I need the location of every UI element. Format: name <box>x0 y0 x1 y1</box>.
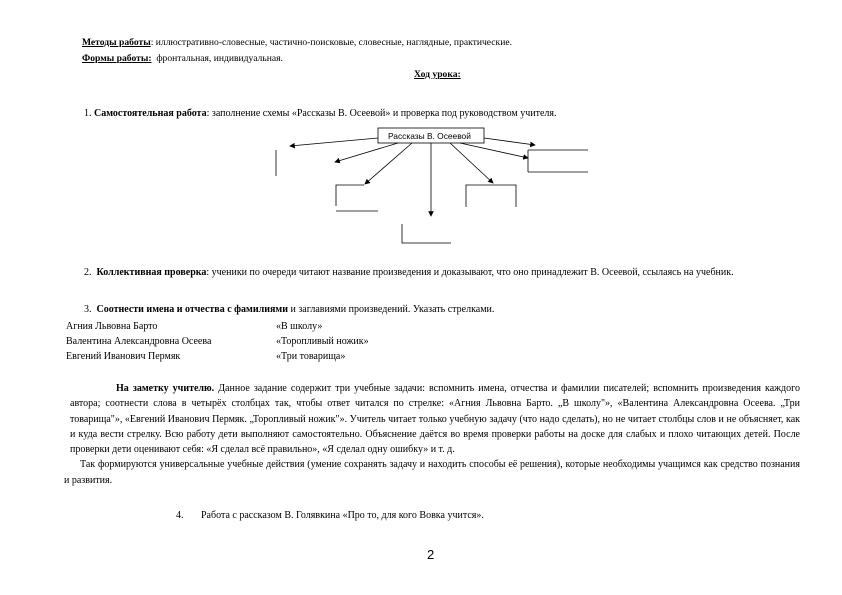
author-name: Евгений Иванович Пермяк <box>66 351 181 362</box>
scheme-blank-mid-left <box>336 185 364 206</box>
section-3-number: 3. <box>84 304 92 315</box>
work-title: «Три товарища» <box>276 351 346 362</box>
section-1: 1. Самостоятельная работа: заполнение схемы «Рассказы В. Осеевой» и проверка под руководством учителя. <box>84 108 557 119</box>
work-title: «Торопливый ножик» <box>276 336 369 347</box>
teacher-note-paragraph <box>70 381 800 457</box>
work-title: «В школу» <box>276 321 323 332</box>
scheme-blank-mid-right <box>466 185 516 207</box>
section-4 <box>176 510 484 522</box>
scheme-blank-bottom <box>402 224 451 243</box>
scheme-arrow-right-2 <box>484 138 535 145</box>
author-name: Агния Львовна Барто <box>66 321 158 332</box>
teacher-note <box>64 381 800 488</box>
section-1-number: 1 <box>84 108 89 119</box>
teacher-note-label: На заметку учителю. <box>116 383 215 394</box>
section-1-label: Самостоятельная работа <box>94 108 207 119</box>
scheme-arrow-down-left <box>365 143 412 184</box>
scheme-title: Рассказы В. Осеевой <box>388 131 471 141</box>
section-3-label: Соотнести имена и отчества с фамилиями <box>96 304 288 315</box>
lesson-title: Ход урока: <box>414 69 461 80</box>
teacher-note-text: Данное задание содержит три учебные задачи: вспомнить имена, отчества и фамилии писателей; вспомнить произведения каждого автора; соотнести слова в четырёх столбцах так, чтобы ответ читался по стрелке: «Агния Львовна Барто. „В школу"», «Валентина Александровна Осеева. „Три товарища"», «Евгений Иванович Пермяк. „Торопливый ножик"». Учитель читает только учебную задачу (что надо сделать), но не читает столбцы слов и не объясняет, как и куда вести стрелку. Всю работу дети выполняют самостоятельно. Объяснение даётся во время проверки работы на доске для слабых и плохо читающих детей. После проверки дети оценивают себя: «Я сделал всё правильно», «Я сделал одну ошибку» и т. д. <box>70 383 800 456</box>
section-4-number: 4. <box>176 510 184 521</box>
forms-label: Формы работы: <box>82 53 152 64</box>
scheme-arrow-left-2 <box>335 143 398 162</box>
section-1-text: : заполнение схемы «Рассказы В. Осеевой» и проверка под руководством учителя. <box>206 108 557 119</box>
methods-label: Методы работы <box>82 37 151 48</box>
section-3 <box>84 304 494 316</box>
section-2-number: 2. <box>84 267 92 278</box>
section-4-text: Работа с рассказом В. Голявкина «Про то, для кого Вовка учится». <box>201 510 484 521</box>
scheme-arrow-left <box>290 138 378 146</box>
page-number: 2 <box>427 547 435 562</box>
scheme-arrow-right <box>460 143 528 158</box>
section-2-text: : ученики по очереди читают название произведения и доказывают, что оно принадлежит В. Осеевой, ссылаясь на учебник. <box>206 267 734 278</box>
teacher-note-paragraph-2: Так формируются универсальные учебные действия (умение сохранять задачу и находить способы её решения), которые необходимы учащимся как средство познания и развития. <box>64 459 800 486</box>
section-2 <box>84 267 734 279</box>
author-name: Валентина Александровна Осеева <box>66 336 212 347</box>
section-3-text: и заглавиями произведений. Указать стрелками. <box>288 304 495 315</box>
section-2-label: Коллективная проверка <box>96 267 207 278</box>
forms-text: фронтальная, индивидуальная. <box>156 53 283 64</box>
methods-text: : иллюстративно-словесные, частично-поисковые, словесные, наглядные, практические. <box>150 37 513 48</box>
